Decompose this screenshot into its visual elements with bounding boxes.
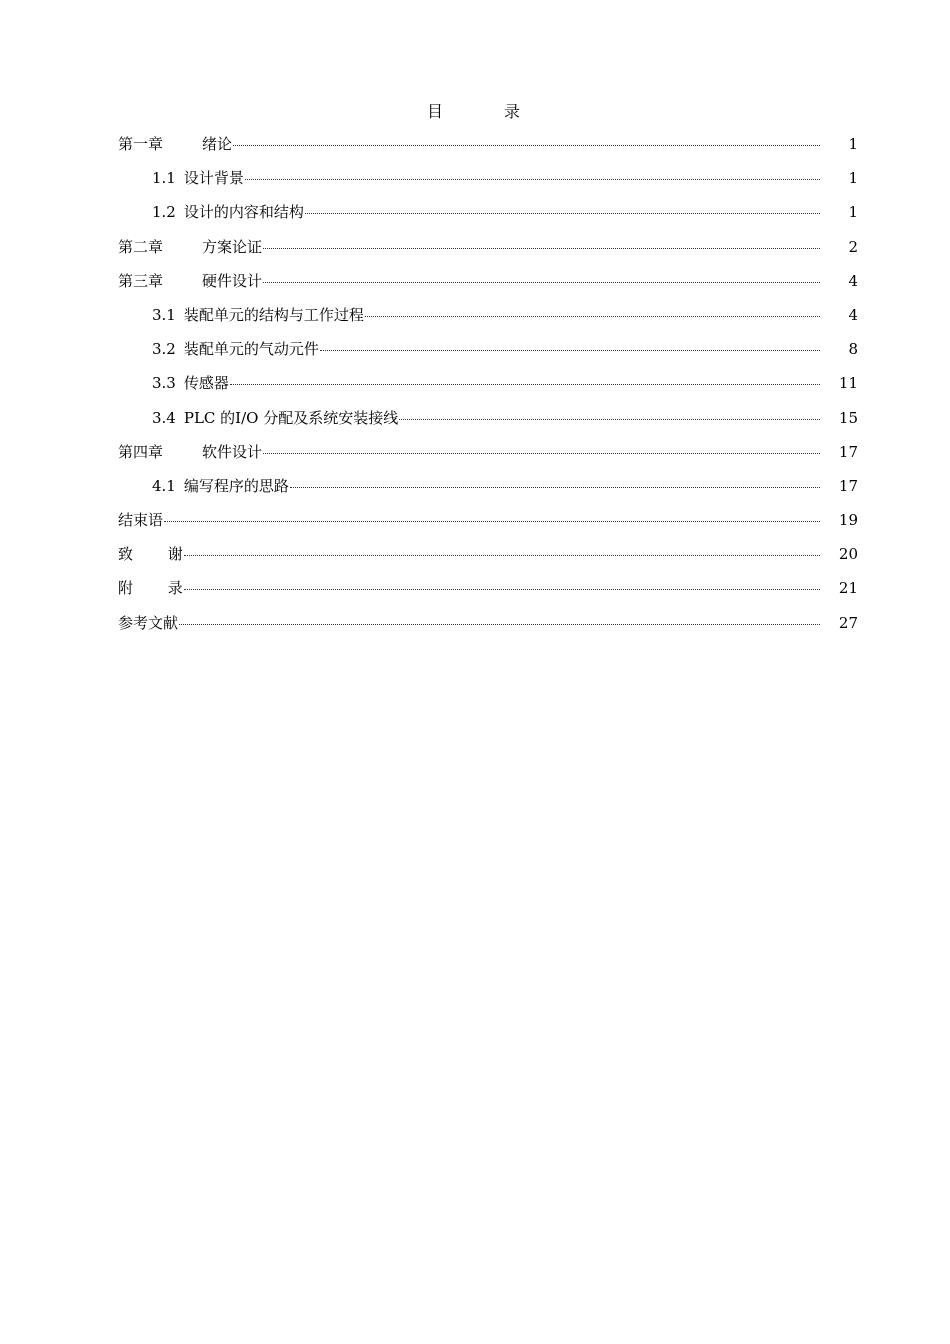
toc-dot-leader — [179, 610, 820, 625]
toc-entry-text: 方案论证 — [202, 237, 263, 256]
toc-page-number: 19 — [838, 511, 858, 530]
toc-entry-number: 1.1 — [152, 169, 176, 188]
toc-page-number: 17 — [838, 442, 858, 461]
toc-entry-text: 设计的内容和结构 — [183, 203, 304, 222]
toc-entry-number: 3.2 — [152, 340, 176, 359]
toc-page-number: 27 — [838, 613, 858, 632]
toc-entry[interactable] — [118, 372, 858, 406]
toc-entry[interactable] — [118, 475, 858, 509]
toc-entry-label — [118, 543, 183, 565]
toc-page-number: 4 — [848, 305, 858, 324]
toc-entry[interactable] — [118, 441, 858, 475]
toc-dot-leader — [399, 405, 820, 420]
toc-entry-text: 参考文献 — [118, 613, 179, 632]
toc-dot-leader — [263, 439, 820, 454]
toc-entry-text: 绪论 — [202, 135, 233, 153]
toc-entry-text: 装配单元的气动元件 — [183, 340, 319, 359]
toc-entry-label — [118, 577, 183, 599]
toc-dot-leader — [320, 336, 820, 351]
toc-entry-number: 3.3 — [152, 374, 176, 393]
toc-dot-leader — [233, 131, 820, 146]
toc-entry-text: 软件设计 — [202, 442, 263, 461]
toc-entry[interactable] — [118, 543, 858, 577]
toc-page-number: 4 — [848, 271, 858, 290]
toc-entry-label — [152, 304, 364, 326]
toc-entry[interactable] — [118, 509, 858, 543]
toc-entry-label — [118, 441, 262, 463]
toc-dot-leader — [263, 268, 820, 283]
toc-entry-label — [152, 338, 319, 360]
toc-entry-number: 第三章 — [118, 271, 164, 290]
toc-dot-leader — [365, 302, 820, 317]
toc-page-number: 8 — [848, 340, 858, 359]
toc-entry-label — [118, 612, 178, 634]
toc-entry[interactable] — [118, 407, 858, 441]
toc-entry-number: 第一章 — [118, 135, 164, 153]
toc-title: 目 录 — [426, 102, 549, 121]
toc-dot-leader — [245, 165, 820, 180]
toc-page-number: 17 — [838, 476, 858, 495]
toc-entry[interactable] — [118, 338, 858, 372]
toc-entry-number: 4.1 — [152, 476, 176, 495]
toc-entry[interactable] — [118, 133, 858, 167]
toc-dot-leader — [184, 541, 820, 556]
toc-dot-leader — [230, 370, 820, 385]
toc-entry-number: 3.1 — [152, 305, 176, 324]
toc-entry-label — [152, 167, 244, 189]
toc-entry[interactable] — [118, 167, 858, 201]
toc-entry-number: 1.2 — [152, 203, 176, 222]
toc-entry-label — [118, 236, 262, 258]
toc-entry-number: 第四章 — [118, 442, 164, 461]
toc-entry[interactable] — [118, 612, 858, 646]
toc-dot-leader — [184, 575, 820, 590]
toc-entry-text: 装配单元的结构与工作过程 — [183, 305, 364, 324]
toc-entry-label — [118, 270, 262, 292]
toc-entry-text: 设计背景 — [183, 169, 244, 188]
toc-dot-leader — [263, 234, 820, 249]
toc-entry[interactable] — [118, 270, 858, 304]
toc-entry-text: 附 录 — [118, 579, 183, 598]
toc-entry-text: 硬件设计 — [202, 271, 263, 290]
toc-page-number: 20 — [838, 545, 858, 564]
toc-page-number: 15 — [838, 408, 858, 427]
toc-entry-text: 结束语 — [118, 511, 164, 530]
toc-entry[interactable] — [118, 577, 858, 611]
toc-page-number: 21 — [838, 579, 858, 598]
toc-entry-text: 传感器 — [183, 374, 229, 393]
toc-entry-label — [152, 201, 304, 223]
toc-page-number: 1 — [848, 203, 858, 222]
toc-entry-label — [118, 133, 232, 155]
toc-entry-text: PLC 的I/O 分配及系统安装接线 — [183, 408, 399, 427]
toc-entry[interactable] — [118, 236, 858, 270]
toc-entry-text: 编写程序的思路 — [183, 476, 289, 495]
toc-dot-leader — [305, 199, 820, 214]
toc-dot-leader — [290, 473, 820, 488]
toc-entry[interactable] — [118, 304, 858, 338]
toc-entry[interactable] — [118, 201, 858, 235]
toc-entry-number: 第二章 — [118, 237, 164, 256]
toc-entry-text: 致 谢 — [118, 545, 183, 564]
toc-entry-label — [152, 372, 229, 394]
toc-entry-label — [118, 509, 163, 531]
toc-dot-leader — [164, 507, 820, 522]
toc-entry-number: 3.4 — [152, 408, 176, 427]
toc-entry-label — [152, 475, 289, 497]
toc-entry-label — [152, 407, 398, 429]
toc-page-number: 2 — [848, 237, 858, 256]
table-of-contents — [118, 133, 858, 646]
toc-page-number: 1 — [848, 135, 858, 153]
toc-page-number: 11 — [838, 374, 858, 393]
toc-page-number: 1 — [848, 169, 858, 188]
